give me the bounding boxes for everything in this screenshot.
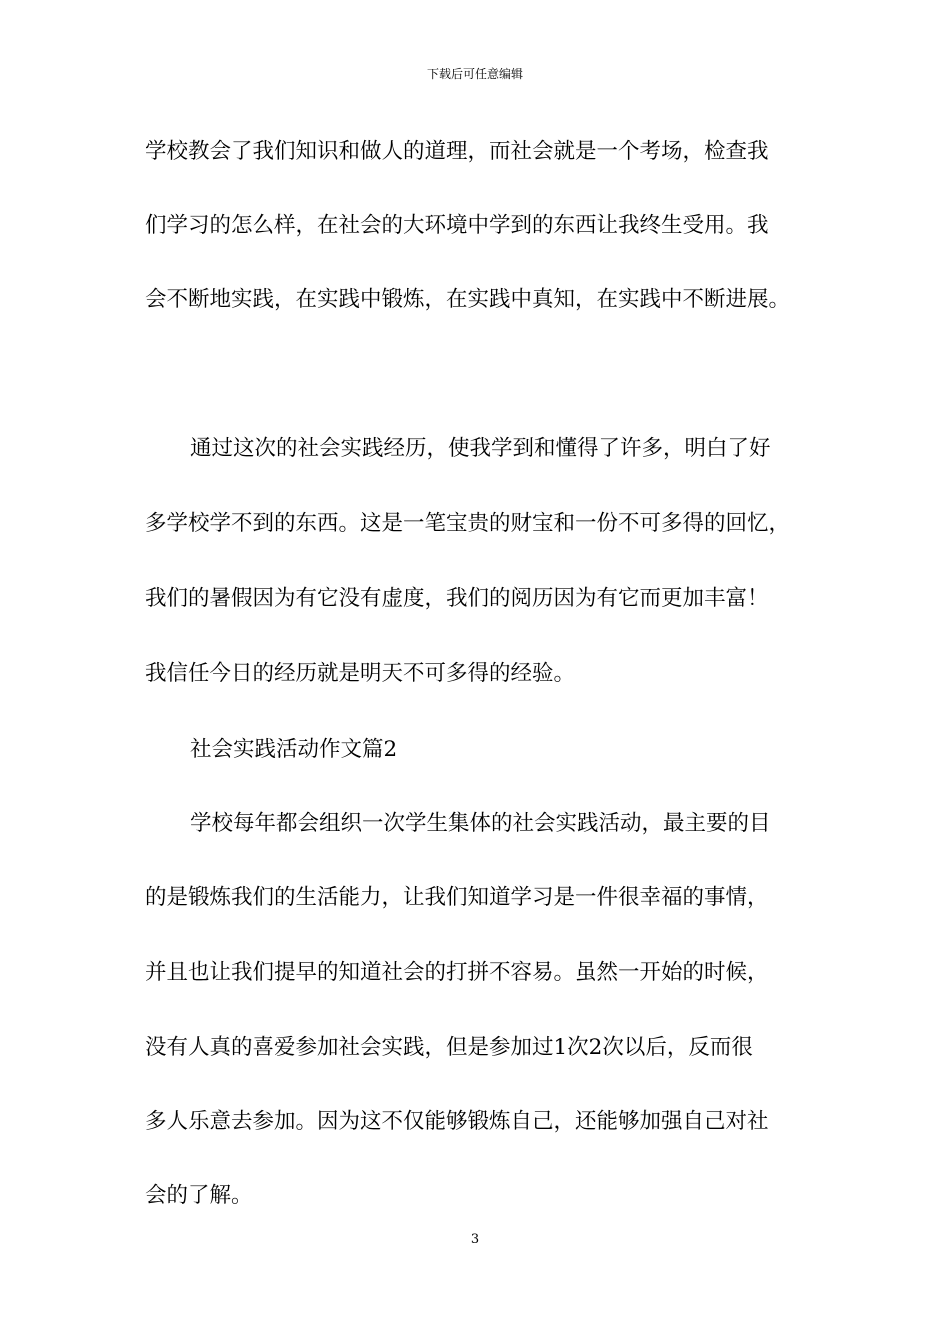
text-line: 多人乐意去参加。因为这不仅能够锻炼自己，还能够加强自己对社	[145, 1109, 769, 1134]
page-header: 下载后可任意编辑	[426, 67, 523, 81]
text-line: 社会实践活动作文篇2	[190, 737, 398, 762]
text-line: 学校每年都会组织一次学生集体的社会实践活动，最主要的目	[190, 811, 771, 836]
text-line: 通过这次的社会实践经历，使我学到和懂得了许多，明白了好	[190, 436, 771, 461]
text-line: 会不断地实践，在实践中锻炼，在实践中真知，在实践中不断进展。	[145, 287, 791, 312]
text-line: 们学习的怎么样，在社会的大环境中学到的东西让我终生受用。我	[145, 213, 769, 238]
text-line: 会的了解。	[145, 1183, 253, 1208]
page-number: 3	[470, 1232, 480, 1247]
text-line: 并且也让我们提早的知道社会的打拼不容易。虽然一开始的时候，	[145, 960, 769, 985]
text-line: 没有人真的喜爱参加社会实践，但是参加过1次2次以后，反而很	[145, 1035, 753, 1060]
text-line: 我们的暑假因为有它没有虚度，我们的阅历因为有它而更加丰富！	[145, 586, 769, 611]
text-line: 多学校学不到的东西。这是一笔宝贵的财宝和一份不可多得的回忆，	[145, 511, 791, 536]
text-line: 我信任今日的经历就是明天不可多得的经验。	[145, 661, 576, 686]
text-line: 的是锻炼我们的生活能力，让我们知道学习是一件很幸福的事情，	[145, 885, 769, 910]
text-line: 学校教会了我们知识和做人的道理，而社会就是一个考场，检查我	[145, 139, 769, 164]
